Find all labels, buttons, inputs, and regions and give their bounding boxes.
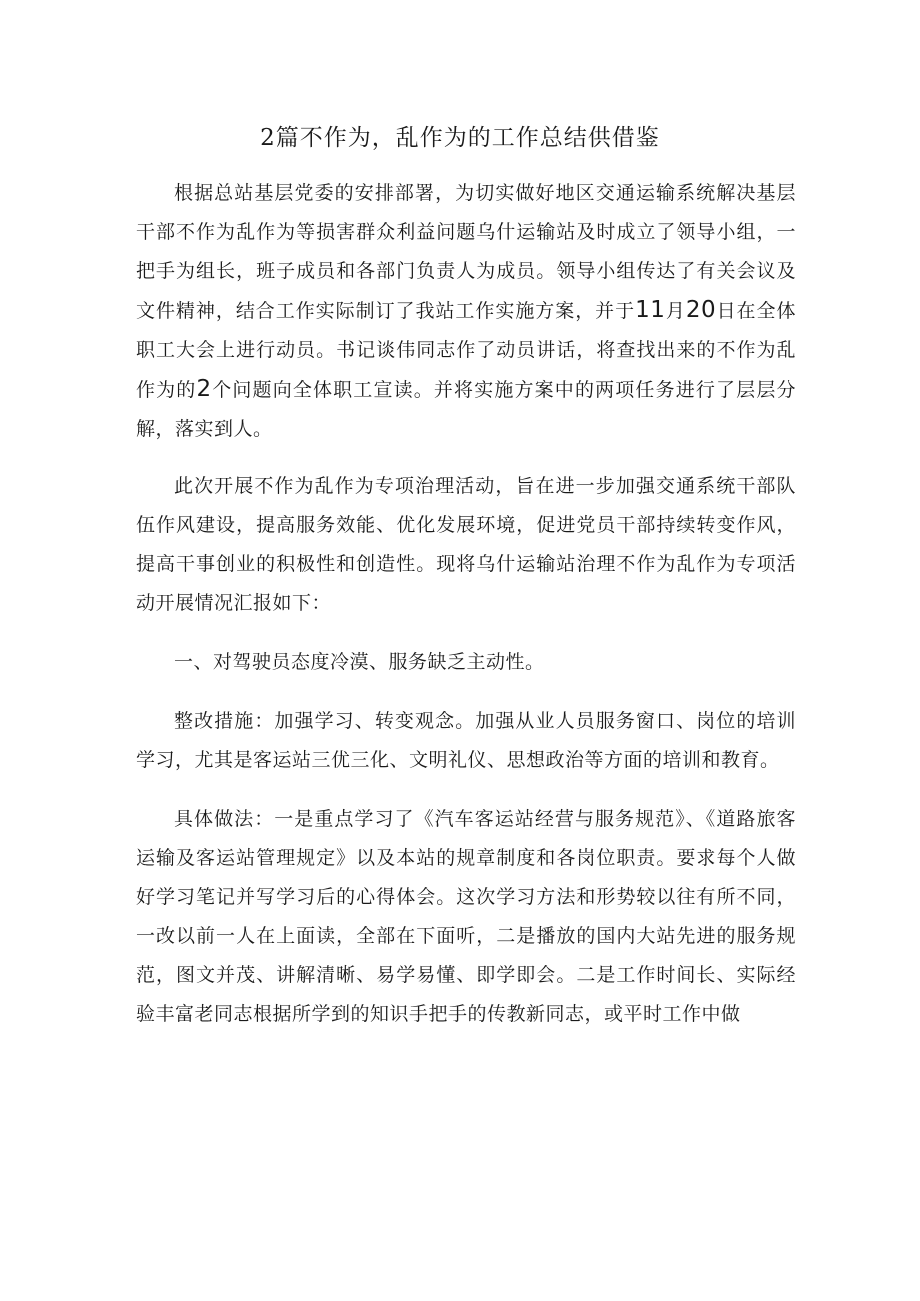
- paragraph-1-text-d: 个问题向全体职工宣读。并将实施方案中的两项任务进行了层层分解，落实到人。: [136, 379, 796, 440]
- paragraph-4: 整改措施：加强学习、转变观念。加强从业人员服务窗口、岗位的培训学习，尤其是客运站三优三化、文明礼仪、思想政治等方面的培训和教育。: [136, 710, 796, 771]
- date-month-number: 11: [635, 297, 666, 323]
- paragraph-3-heading: 一、对驾驶员态度冷漠、服务缺乏主动性。: [174, 651, 545, 673]
- paragraph-1: [136, 174, 796, 449]
- document-body: [136, 174, 796, 1054]
- problem-count-number: 2: [196, 376, 212, 402]
- paragraph-2: 此次开展不作为乱作为专项治理活动，旨在进一步加强交通系统干部队伍作风建设，提高服务效能、优化发展环境，促进党员干部持续转变作风，提高干事创业的积极性和创造性。现将乌什运输站治理不作为乱作为专项活动开展情况汇报如下：: [136, 475, 796, 614]
- paragraph-1-text-b: 月: [665, 300, 686, 322]
- document-title: 2篇不作为，乱作为的工作总结供借鉴: [260, 125, 660, 151]
- paragraph-1-text-c: 日在全体职工大会上进行动员。书记谈伟同志作了动员讲话，将查找出来的不作为乱作为的: [136, 300, 796, 401]
- paragraph-5: 具体做法：一是重点学习了《汽车客运站经营与服务规范》、《道路旅客运输及客运站管理规定》以及本站的规章制度和各岗位职责。要求每个人做好学习笔记并写学习后的心得体会。这次学习方法和形势较以往有所不同，一改以前一人在上面读，全部在下面听，二是播放的国内大站先进的服务规范，图文并茂、讲解清晰、易学易懂、即学即会。二是工作时间长、实际经验丰富老同志根据所学到的知识手把手的传教新同志，或平时工作中做: [136, 808, 796, 1025]
- paragraph-1-text-a: 根据总站基层党委的安排部署，为切实做好地区交通运输系统解决基层干部不作为乱作为等损害群众利益问题乌什运输站及时成立了领导小组，一把手为组长，班子成员和各部门负责人为成员。领导小组传达了有关会议及文件精神，结合工作实际制订了我站工作实施方案，并于: [136, 182, 796, 322]
- date-day-number: 20: [685, 297, 717, 323]
